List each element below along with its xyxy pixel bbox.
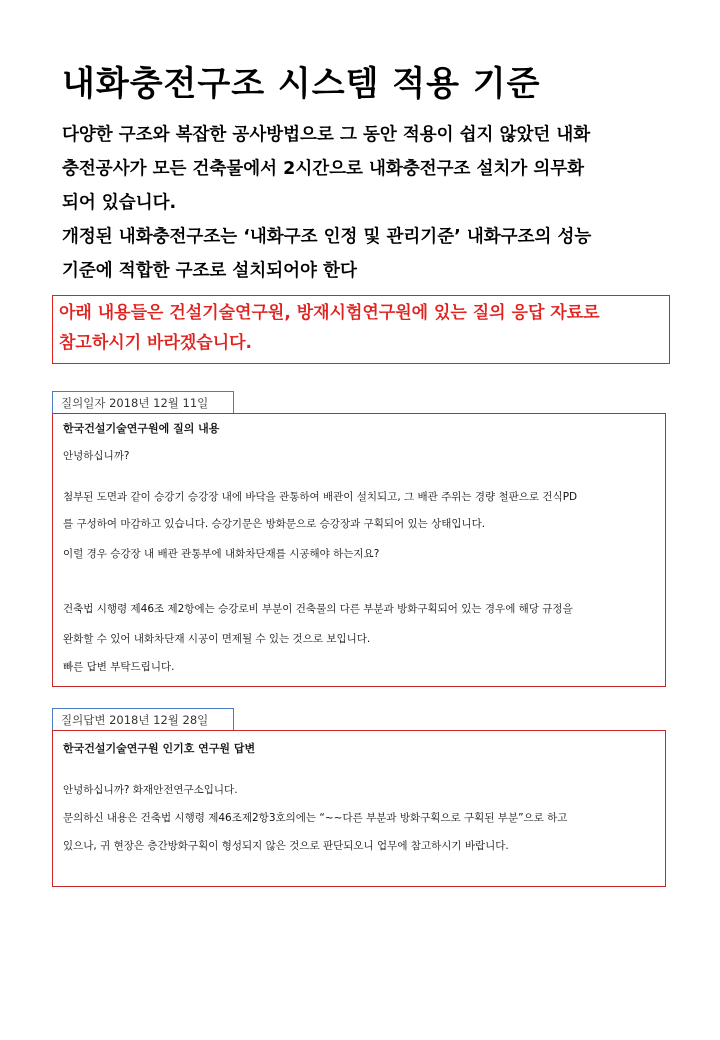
intro-line: 충전공사가 모든 건축물에서 2시간으로 내화충전구조 설치가 의무화 bbox=[62, 159, 585, 179]
question-box bbox=[52, 413, 666, 687]
intro-paragraph bbox=[62, 118, 682, 288]
intro-line: 다양한 구조와 복잡한 공사방법으로 그 동안 적용이 쉽지 않았던 내화 bbox=[62, 125, 591, 145]
notice-line: 참고하시기 바라겠습니다. bbox=[59, 333, 253, 353]
answer-line: 문의하신 내용은 건축법 시행령 제46조제2항3호의에는 “~~다른 부분과 방화구획으로 구획된 부분”으로 하고 bbox=[63, 812, 568, 824]
question-heading: 한국건설기술연구원에 질의 내용 bbox=[63, 422, 220, 435]
answer-line: 안녕하십니까? 화재안전연구소입니다. bbox=[63, 784, 238, 796]
question-line: 를 구성하여 마감하고 있습니다. 승강기문은 방화문으로 승강장과 구획되어 있는 상태입니다. bbox=[63, 518, 486, 530]
page-title: 내화충전구조 시스템 적용 기준 bbox=[62, 64, 541, 104]
answer-heading: 한국건설기술연구원 인기호 연구원 답변 bbox=[63, 742, 256, 755]
intro-line: 기준에 적합한 구조로 설치되어야 한다 bbox=[62, 261, 357, 281]
intro-line: 개정된 내화충전구조는 ‘내화구조 인정 및 관리기준’ 내화구조의 성능 bbox=[62, 227, 592, 247]
question-line: 안녕하십니까? bbox=[63, 450, 130, 462]
question-line: 건축법 시행령 제46조 제2항에는 승강로비 부분이 건축물의 다른 부분과 방화구획되어 있는 경우에 해당 규정을 bbox=[63, 603, 573, 615]
notice-line: 아래 내용들은 건설기술연구원, 방재시험연구원에 있는 질의 응답 자료로 bbox=[59, 303, 600, 323]
notice-box bbox=[52, 295, 670, 364]
intro-line: 되어 있습니다. bbox=[62, 193, 177, 213]
answer-box bbox=[52, 730, 666, 887]
answer-date-label: 질의답변 2018년 12월 28일 bbox=[52, 708, 234, 731]
question-line: 완화할 수 있어 내화차단재 시공이 면제될 수 있는 것으로 보입니다. bbox=[63, 633, 371, 645]
question-line: 빠른 답변 부탁드립니다. bbox=[63, 661, 175, 673]
answer-line: 있으나, 귀 현장은 층간방화구획이 형성되지 않은 것으로 판단되오니 업무에 참고하시기 바랍니다. bbox=[63, 840, 509, 852]
question-date-label: 질의일자 2018년 12월 11일 bbox=[52, 391, 234, 414]
question-line: 이럴 경우 승강장 내 배관 관통부에 내화차단재를 시공해야 하는지요? bbox=[63, 548, 380, 560]
question-line: 첨부된 도면과 같이 승강기 승강장 내에 바닥을 관통하여 배관이 설치되고, 그 배관 주위는 경량 철판으로 건식PD bbox=[63, 491, 578, 503]
